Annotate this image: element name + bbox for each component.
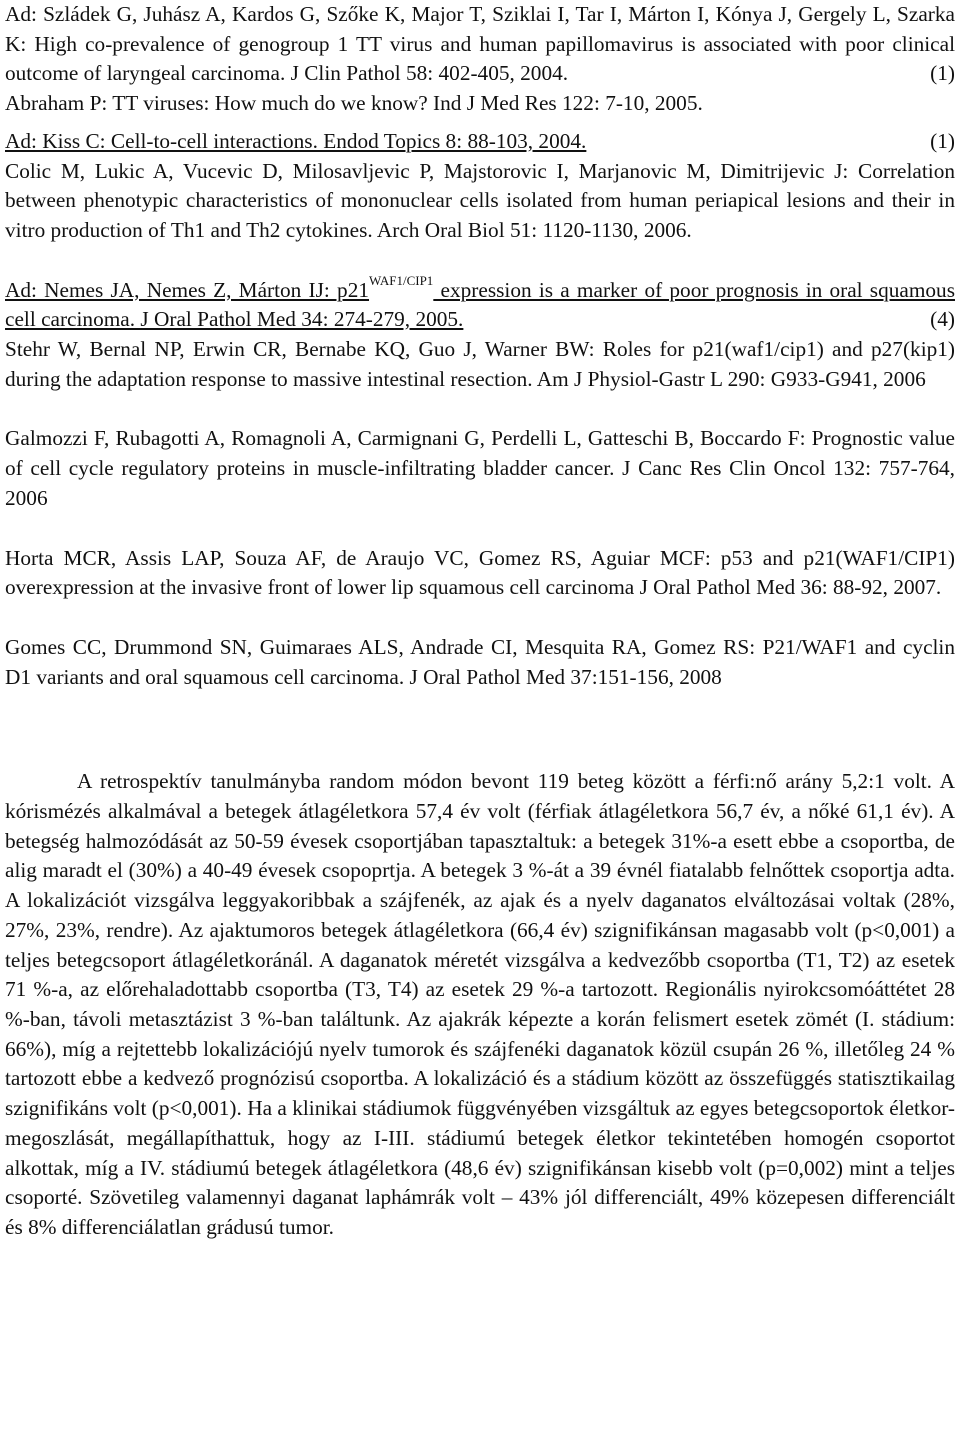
reference-text: Ad: Kiss C: Cell-to-cell interactions. Endod Topics 8: 88-103, 2004. xyxy=(5,128,587,153)
reference-text: Ad: Szládek G, Juhász A, Kardos G, Szőke K, Major T, Sziklai I, Tar I, Márton I, Kónya J, Gergely L, Szarka K: High co-prevalence of genogroup 1 TT virus and human papillomavirus is associated with poor clinical outcome of laryngeal carcinoma. J Clin Pathol 58: 402-405, 2004. xyxy=(5,2,955,86)
superscript-waf1: WAF1/CIP1 xyxy=(369,272,434,288)
results-paragraph: A retrospektív tanulmányba random módon bevont 119 beteg között a férfi:nő arány 5,2:1 volt. A kórismézés alkalmával a betegek átlagéletkora 57,4 év volt (férfiak átlagéletkora 56,7 év, a nőké 61,1 év). A betegség halmozódását az 50-59 évesek csoportjában tapasztaltuk: a betegek 31%-a esett ebbe a csoportba, de alig maradt el (30%) a 40-49 évesek csopoprtja. A betegek 3 %-át a 39 évnél fiatalabb felnőttek csoportja adta. A lokalizációt vizsgálva leggyakoribbak a szájfenék, az ajak és a nyelv daganatos elváltozásai voltak (28%, 27%, 23%, rendre). Az ajaktumoros betegek átlagéletkora (66,4 év) szignifikánsan magasabb volt (p<0,001) a teljes betegcsoport átlagéletkoránál. A daganatok méretét vizsgálva a kedvezőbb csoportba (T1, T2) az esetek 71 %-a, az előrehaladottabb csoportba (T3, T4) az esetek 29 %-a tartozott. Regionális nyirokcsomóáttétet 28 %-ban, távoli metasztázist 3 %-ban találtunk. Az ajakrák képezte a korán felismert esetek zömét (I. stádium: 66%), míg a rejtettebb lokalizációjú nyelv tumorok és szájfenéki daganatok közül csupán 26 %, illetőleg 24 % tartozott ebbe a kedvező prognózisú csoportba. A lokalizáció és a stádium között az összefüggés statisztikailag szignifikáns volt (p<0,001). Ha a klinikai stádiumok függvényében vizsgáltuk az egyes betegcsoportok életkor-megoszlását, megállapíthattuk, hogy az I-III. stádiumú betegek életkor tekintetében homogén csoportot alkottak, míg a IV. stádiumú betegek átlagéletkora (48,6 év) szignifikánsan kisebb volt (p=0,002) mint a teljes csoporté. Szövetileg valamennyi daganat laphámrák volt – 43% jól differenciált, 49% közepesen differenciált és 8% differenciálatlan grádusú tumor. xyxy=(5,769,955,1239)
reference-text: Stehr W, Bernal NP, Erwin CR, Bernabe KQ, Guo J, Warner BW: Roles for p21(waf1/cip1) and p27(kip1) during the adaptation response to massive intestinal resection. Am J Physiol-Gastr L 290: G933-G941, 2006 xyxy=(5,337,955,391)
reference-nemes xyxy=(5,272,955,335)
reference-stehr xyxy=(5,335,955,394)
citation-count: (1) xyxy=(930,128,955,153)
reference-text-prefix: Ad: Nemes JA, Nemes Z, Márton IJ: p21 xyxy=(5,277,370,302)
reference-text: Abraham P: TT viruses: How much do we know? Ind J Med Res 122: 7-10, 2005. xyxy=(5,91,703,116)
reference-text: Galmozzi F, Rubagotti A, Romagnoli A, Carmignani G, Perdelli L, Gatteschi B, Boccardo F: Prognostic value of cell cycle regulatory proteins in muscle-infiltrating bladder cancer. J Canc Res Clin Oncol 132: 757-764, 2006 xyxy=(5,426,955,510)
reference-galmozzi xyxy=(5,424,955,513)
reference-text: Gomes CC, Drummond SN, Guimaraes ALS, Andrade CI, Mesquita RA, Gomez RS: P21/WAF1 and cyclin D1 variants and oral squamous cell carcinoma. J Oral Pathol Med 37:151-156, 2008 xyxy=(5,634,955,689)
reference-gomes xyxy=(5,633,955,692)
reference-szladek xyxy=(5,0,955,89)
reference-colic xyxy=(5,157,955,246)
reference-text-rest: expression is a marker of poor prognosis in oral squamous cell carcinoma. J Oral Pathol Med 34: 274-279, 2005. xyxy=(5,277,955,332)
citation-count: (4) xyxy=(930,307,955,332)
citation-count: (1) xyxy=(930,61,955,86)
reference-horta xyxy=(5,544,955,603)
reference-text: Horta MCR, Assis LAP, Souza AF, de Araujo VC, Gomez RS, Aguiar MCF: p53 and p21(WAF1/CIP1) overexpression at the invasive front of lower lip squamous cell carcinoma J Oral Pathol Med 36: 88-92, 2007. xyxy=(5,545,955,600)
reference-kiss xyxy=(5,127,955,157)
reference-abraham xyxy=(5,89,955,119)
reference-text: Colic M, Lukic A, Vucevic D, Milosavljevic P, Majstorovic I, Marjanovic M, Dimitrijevic J: Correlation between phenotypic characteristics of mononuclear cells isolated from human periapical lesions and their in vitro production of Th1 and Th2 cytokines. Arch Oral Biol 51: 1120-1130, 2006. xyxy=(5,158,955,242)
